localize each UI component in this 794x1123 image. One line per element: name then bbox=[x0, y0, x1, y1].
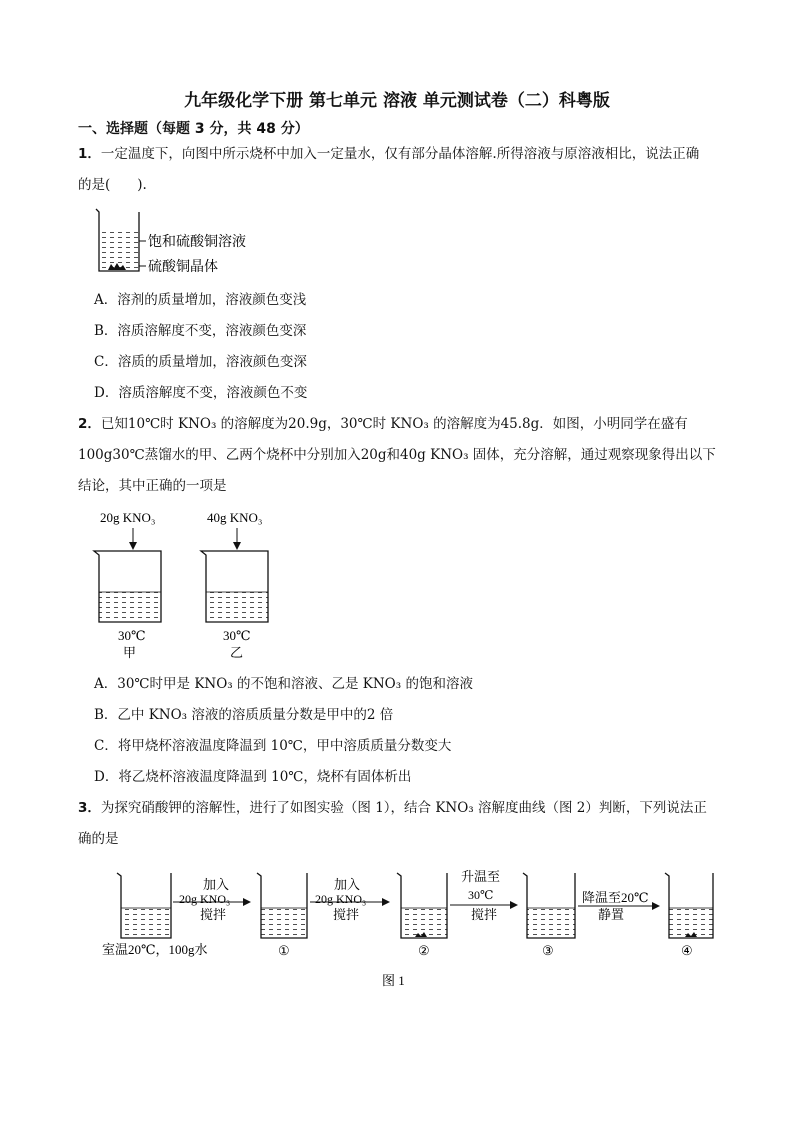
q1-option-c: C．溶质的质量增加，溶液颜色变深 bbox=[94, 354, 307, 370]
step1-label-mid: 20g KNO₃ bbox=[179, 892, 231, 906]
question-3-text bbox=[78, 798, 707, 818]
q1-option-b: B．溶质溶解度不变，溶液颜色变深 bbox=[94, 323, 307, 339]
page-title: 九年级化学下册 第七单元 溶液 单元测试卷（二）科粤版 bbox=[184, 91, 610, 111]
start-condition-label: 室温20℃，100g水 bbox=[102, 942, 208, 957]
beaker-jia bbox=[94, 551, 161, 622]
question-2-figure bbox=[90, 505, 290, 665]
step1-label-top: 加入 bbox=[203, 877, 230, 892]
question-3-stem-line2: 确的是 bbox=[78, 831, 119, 847]
beaker-3-label: ③ bbox=[542, 943, 554, 958]
question-3-stem-line1: 为探究硝酸钾的溶解性，进行了如图实验（图 1），结合 KNO₃ 溶解度曲线（图 2）判断，下列说法正 bbox=[100, 800, 707, 816]
beaker-jia-name: 甲 bbox=[123, 645, 137, 660]
q2-option-a: A．30℃时甲是 KNO₃ 的不饱和溶液、乙是 KNO₃ 的饱和溶液 bbox=[94, 676, 473, 692]
question-2-stem-line3: 结论，其中正确的一项是 bbox=[78, 478, 227, 494]
right-arrow-icon bbox=[382, 898, 390, 906]
beaker-yi-addition: 40g KNO₃ bbox=[207, 510, 263, 525]
question-1-stem-line2: 的是( ). bbox=[78, 177, 147, 193]
beaker-2-label: ② bbox=[418, 943, 430, 958]
step3-label-mid: 30℃ bbox=[468, 888, 494, 902]
step2-label-top: 加入 bbox=[334, 877, 361, 892]
right-arrow-icon bbox=[652, 902, 660, 910]
beaker-yi bbox=[201, 551, 268, 622]
beaker-4-label: ④ bbox=[681, 943, 693, 958]
step4-label-top: 降温至20℃ bbox=[582, 890, 649, 905]
section-heading: 一、选择题（每题 3 分，共 48 分） bbox=[78, 121, 309, 137]
question-1-number: 1． bbox=[78, 146, 101, 162]
right-arrow-icon bbox=[243, 898, 251, 906]
beaker-4 bbox=[665, 873, 713, 938]
step4-label-bottom: 静置 bbox=[598, 907, 625, 922]
question-1-text bbox=[78, 144, 699, 164]
beaker-yi-name: 乙 bbox=[230, 645, 244, 660]
question-3-number: 3． bbox=[78, 800, 101, 816]
question-2-stem-line2: 100g30℃蒸馏水的甲、乙两个烧杯中分别加入20g和40g KNO₃ 固体，充分溶解，通过观察现象得出以下 bbox=[78, 447, 716, 463]
q2-option-d: D．将乙烧杯溶液温度降温到 10℃，烧杯有固体析出 bbox=[94, 769, 412, 785]
beaker-1 bbox=[257, 873, 307, 938]
beaker-yi-temperature: 30℃ bbox=[223, 628, 251, 643]
label-saturated-solution: 饱和硫酸铜溶液 bbox=[148, 235, 246, 250]
q1-option-d: D．溶质溶解度不变，溶液颜色不变 bbox=[94, 385, 308, 401]
label-crystal: 硫酸铜晶体 bbox=[148, 260, 218, 275]
down-arrow-icon bbox=[233, 542, 241, 550]
beaker-q1 bbox=[96, 209, 139, 271]
q1-option-a: A．溶剂的质量增加，溶液颜色变浅 bbox=[94, 292, 307, 308]
question-2-stem-line1: 已知10℃时 KNO₃ 的溶解度为20.9g，30℃时 KNO₃ 的溶解度为45.8g．如图，小明同学在盛有 bbox=[100, 416, 688, 432]
beaker-start bbox=[117, 873, 171, 938]
beaker-3 bbox=[523, 873, 575, 938]
right-arrow-icon bbox=[510, 901, 518, 909]
step1-label-bottom: 搅拌 bbox=[200, 907, 227, 922]
beaker-2 bbox=[397, 873, 447, 938]
down-arrow-icon bbox=[129, 542, 137, 550]
step2-label-bottom: 搅拌 bbox=[333, 907, 360, 922]
question-2-text bbox=[78, 414, 688, 434]
q2-option-b: B．乙中 KNO₃ 溶液的溶质质量分数是甲中的2 倍 bbox=[94, 707, 394, 723]
question-1-stem-line1: 一定温度下，向图中所示烧杯中加入一定量水，仅有部分晶体溶解.所得溶液与原溶液相比，说法正确 bbox=[100, 146, 700, 162]
question-3-figure bbox=[85, 862, 725, 992]
q2-option-c: C．将甲烧杯溶液温度降温到 10℃，甲中溶质质量分数变大 bbox=[94, 738, 452, 754]
question-2-number: 2． bbox=[78, 416, 101, 432]
figure-caption: 图 1 bbox=[382, 973, 405, 988]
step3-label-bottom: 搅拌 bbox=[471, 907, 498, 922]
beaker-jia-temperature: 30℃ bbox=[118, 628, 146, 643]
step3-label-top: 升温至 bbox=[461, 869, 501, 884]
question-1-figure bbox=[94, 205, 274, 280]
step2-label-mid: 20g KNO₃ bbox=[315, 892, 367, 906]
beaker-jia-addition: 20g KNO₃ bbox=[100, 510, 156, 525]
beaker-1-label: ① bbox=[278, 943, 290, 958]
